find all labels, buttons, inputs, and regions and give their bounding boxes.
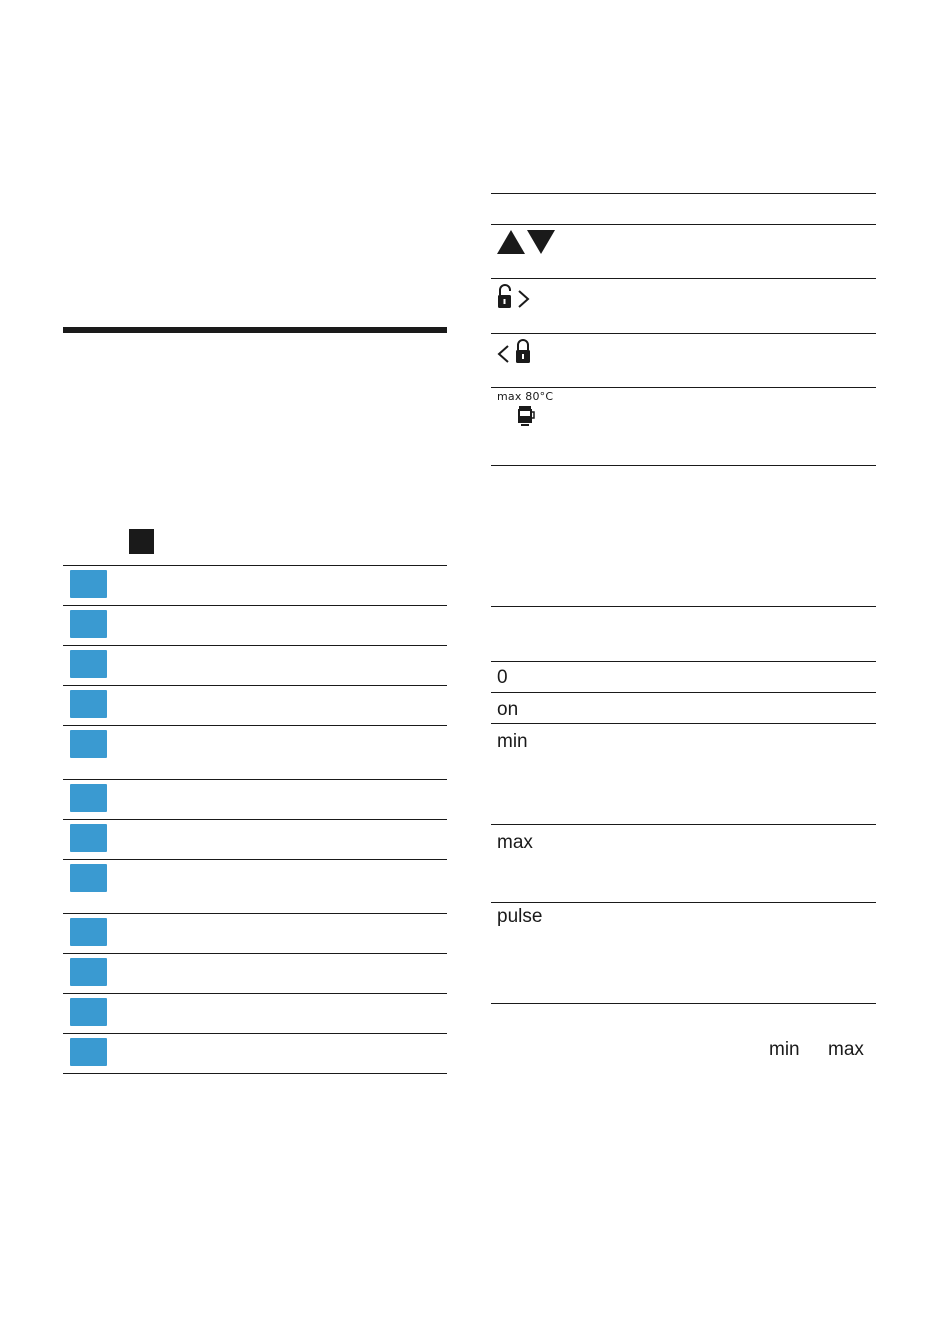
- part-marker-1: [70, 570, 107, 598]
- max-temperature-caption: max 80°C: [497, 390, 554, 403]
- setting-label-0: 0: [497, 667, 508, 688]
- settings-table-rule: [491, 723, 876, 724]
- footer-min-label: min: [769, 1039, 800, 1060]
- icon-table-bottom-rule: [491, 465, 876, 466]
- part-marker-9: [70, 918, 107, 946]
- settings-table-rule: [491, 902, 876, 903]
- section-divider: [63, 327, 447, 333]
- icon-table-rule: [491, 278, 876, 279]
- icon-table-header-rule: [491, 224, 876, 225]
- parts-list-rule: [63, 859, 447, 860]
- parts-list-rule: [63, 645, 447, 646]
- cup-icon: [517, 405, 537, 427]
- footer-max-label: max: [828, 1039, 864, 1060]
- lock-arrow-icon: [497, 339, 535, 365]
- setting-label-min: min: [497, 731, 528, 752]
- parts-list-rule: [63, 1033, 447, 1034]
- parts-list-rule: [63, 725, 447, 726]
- figure-reference-marker: [129, 529, 154, 554]
- settings-table-rule: [491, 824, 876, 825]
- part-marker-3: [70, 650, 107, 678]
- part-marker-7: [70, 824, 107, 852]
- parts-list-rule: [63, 913, 447, 914]
- part-marker-12: [70, 1038, 107, 1066]
- parts-list-rule: [63, 565, 447, 566]
- icon-table-rule: [491, 333, 876, 334]
- icon-table-top-rule: [491, 193, 876, 194]
- part-marker-6: [70, 784, 107, 812]
- parts-list-rule: [63, 1073, 447, 1074]
- part-marker-11: [70, 998, 107, 1026]
- parts-list-rule: [63, 953, 447, 954]
- part-marker-8: [70, 864, 107, 892]
- part-marker-2: [70, 610, 107, 638]
- icon-table-rule: [491, 387, 876, 388]
- parts-list-rule: [63, 993, 447, 994]
- parts-list-rule: [63, 605, 447, 606]
- settings-table-top-rule: [491, 606, 876, 607]
- settings-table-rule: [491, 692, 876, 693]
- parts-list-rule: [63, 779, 447, 780]
- setting-label-max: max: [497, 832, 533, 853]
- unlock-arrow-icon: [497, 284, 533, 310]
- up-down-arrows-icon: [497, 229, 557, 255]
- part-marker-10: [70, 958, 107, 986]
- parts-list-rule: [63, 819, 447, 820]
- parts-list-rule: [63, 685, 447, 686]
- part-marker-4: [70, 690, 107, 718]
- part-marker-5: [70, 730, 107, 758]
- setting-label-pulse: pulse: [497, 906, 543, 927]
- settings-table-header-rule: [491, 661, 876, 662]
- setting-label-on: on: [497, 699, 519, 720]
- settings-table-bottom-rule: [491, 1003, 876, 1004]
